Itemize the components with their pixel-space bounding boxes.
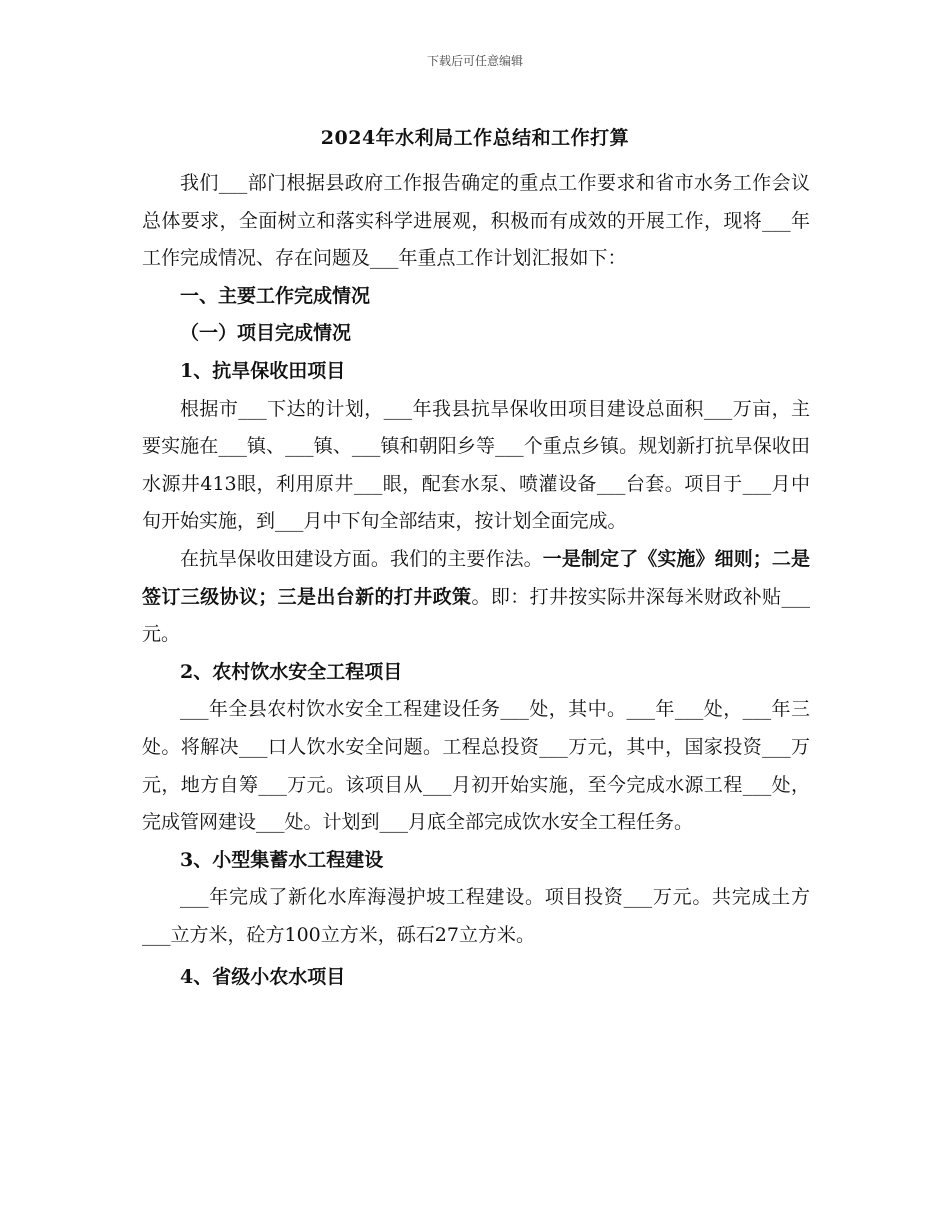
item-heading-2: 2、农村饮水安全工程项目 — [180, 660, 403, 683]
paragraph-water-safety: ___年全县农村饮水安全工程建设任务___处，其中。___年___处，___年三处。将解决___口人饮水安全问题。工程总投资___万元，其中，国家投资___万元，地方自筹___万元。该项目从___月初开始实施，至今完成水源工程___处，完成管网建设___处。计划到___月底全部完成饮水安全工程任务。 — [142, 698, 810, 834]
document-body — [142, 165, 810, 997]
methods-lead-text: 在抗旱保收田建设方面。我们的主要作法。 — [180, 547, 543, 570]
subsection-heading-1: （一）项目完成情况 — [180, 322, 352, 345]
methods-tail-text: 。即：打井按实际井深每米财政补贴___元。 — [142, 585, 810, 646]
paragraph-drought-methods — [142, 541, 810, 654]
intro-paragraph: 我们___部门根据县政府工作报告确定的重点工作要求和省市水务工作会议总体要求，全面树立和落实科学进展观，积极而有成效的开展工作，现将___年工作完成情况、存在问题及___年重点工作计划汇报如下： — [142, 172, 810, 270]
item-heading-3: 3、小型集蓄水工程建设 — [180, 848, 384, 871]
document-title: 2024年水利局工作总结和工作打算 — [320, 127, 630, 149]
page-header: 下载后可任意编辑 — [426, 54, 523, 68]
methods-bold-text: 一是制定了《实施》细则；二是签订三级协议；三是出台新的打井政策 — [142, 547, 810, 608]
item-heading-1: 1、抗旱保收田项目 — [180, 359, 346, 382]
item-heading-4: 4、省级小农水项目 — [180, 966, 346, 989]
paragraph-drought-project: 根据市___下达的计划，___年我县抗旱保收田项目建设总面积___万亩，主要实施在___镇、___镇、___镇和朝阳乡等___个重点乡镇。规划新打抗旱保收田水源井413眼，利用原井___眼，配套水泵、喷灌设备___台套。项目于___月中旬开始实施，到___月中下旬全部结束，按计划全面完成。 — [142, 397, 810, 533]
paragraph-water-storage: ___年完成了新化水库海漫护坡工程建设。项目投资___万元。共完成土方___立方米，砼方100立方米，砾石27立方米。 — [142, 886, 810, 946]
section-heading-1: 一、主要工作完成情况 — [180, 284, 371, 307]
